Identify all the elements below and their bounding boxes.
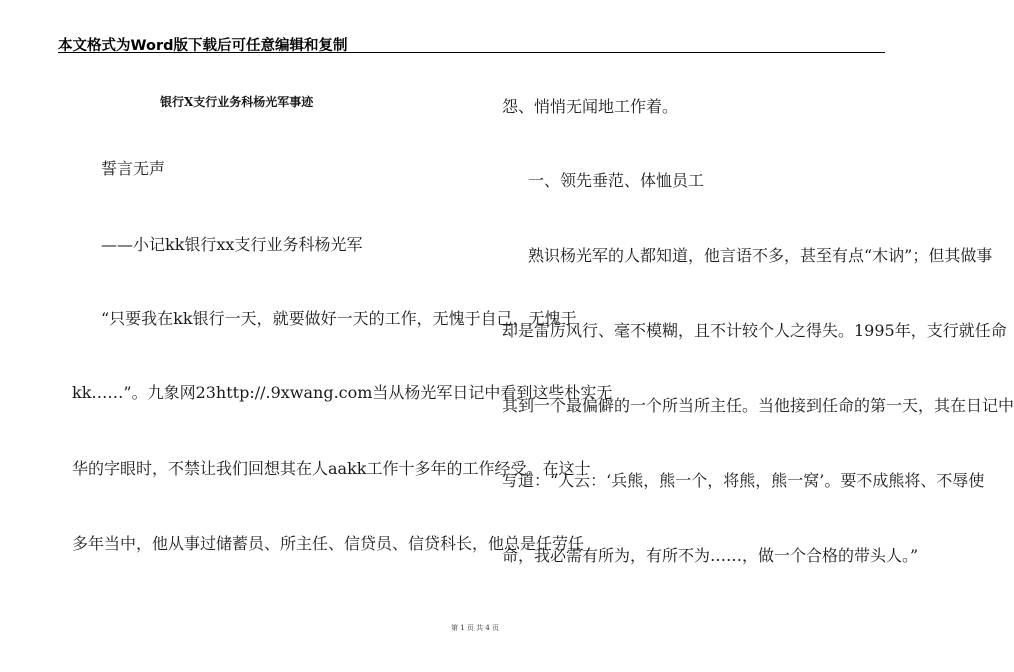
article-title: 银行X支行业务科杨光军事迹 — [160, 95, 314, 109]
body-line: 却是雷厉风行、毫不模糊，且不计较个人之得失。1995年，支行就任命 — [502, 321, 1007, 340]
body-line: kk……”。九象网23http://.9xwang.com当从杨光军日记中看到这些朴实无 — [72, 383, 613, 402]
header-divider — [58, 52, 885, 53]
body-line: 命，我必需有所为，有所不为……，做一个合格的带头人。” — [502, 546, 919, 565]
body-line: 华的字眼时，不禁让我们回想其在人aakk工作十多年的工作经受。在这十 — [72, 459, 591, 478]
body-line: 多年当中，他从事过储蓄员、所主任、信贷员、信贷科长，他总是任劳任 — [72, 534, 585, 553]
page-number-footer: 第 1 页 共 4 页 — [450, 624, 500, 632]
section-heading: 一、领先垂范、体恤员工 — [528, 171, 705, 190]
document-header-banner: 本文格式为Word版下载后可任意编辑和复制 — [58, 38, 348, 54]
body-line: 其到一个最偏僻的一个所当所主任。当他接到任命的第一天，其在日记中 — [502, 396, 1014, 415]
body-line: 熟识杨光军的人都知道，他言语不多，甚至有点“木讷”；但其做事 — [528, 246, 993, 265]
byline: ——小记kk银行xx支行业务科杨光军 — [101, 235, 363, 254]
body-line: 写道：“人云：‘兵熊，熊一个，将熊，熊一窝’。要不成熊将、不辱使 — [502, 471, 985, 490]
body-line: “只要我在kk银行一天，就要做好一天的工作，无愧于自己，无愧于 — [101, 309, 577, 328]
body-line: 怨、悄悄无闻地工作着。 — [502, 97, 679, 116]
subtitle-line: 誓言无声 — [101, 159, 166, 178]
